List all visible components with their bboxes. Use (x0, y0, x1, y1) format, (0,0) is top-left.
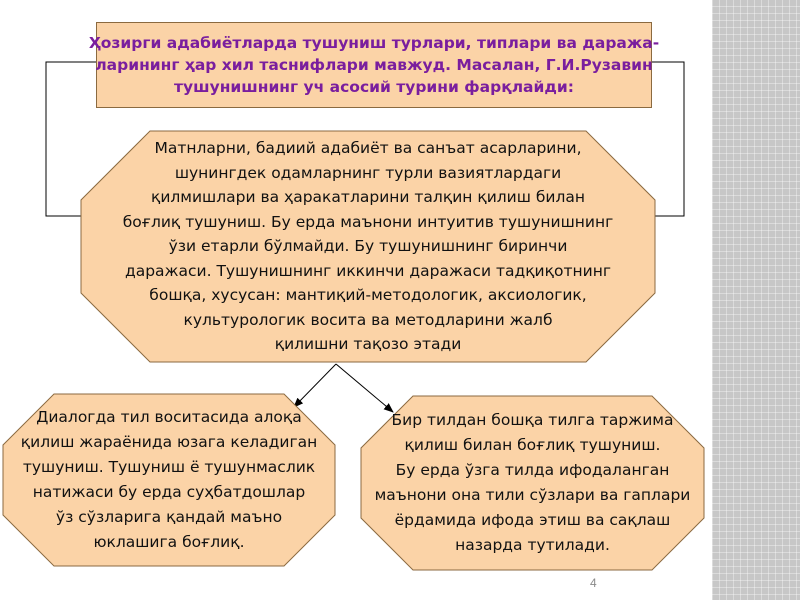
slide-page-number: 4 (590, 576, 597, 590)
main-box-line: қилмишлари ва ҳаракатларини талқин қилиш билан (150, 188, 586, 207)
main-box-line: даражаси. Тушунишнинг иккинчи даражаси тадқиқотнинг (124, 261, 611, 280)
understanding-type-translation-box (360, 395, 705, 571)
main-box-text (123, 136, 614, 357)
intro-title-text (89, 32, 659, 98)
left-box-line: қилиш жараёнида юзага келадиган (20, 433, 318, 451)
main-box-line: культурологик восита ва методларини жалб (183, 310, 553, 329)
main-box-line: бошқа, хусусан: мантиқий-методологик, аксиологик, (149, 286, 587, 305)
right-box-line: қилиш билан боғлиқ тушуниш. (404, 436, 661, 454)
title-line: Ҳозирги адабиётларда тушуниш турлари, типлари ва даража- (88, 34, 660, 52)
left-box-line: ўз сўзларига қандай маъно (55, 508, 283, 526)
right-box-line: ёрдамида ифода этиш ва сақлаш (394, 511, 671, 529)
right-box-line: маънони она тили сўзлари ва гаплари (374, 486, 691, 504)
left-box-line: Диалогда тил воситасида алоқа (36, 408, 302, 426)
left-box-line: юклашига боғлиқ. (93, 533, 245, 551)
left-box-line: тушуниш. Тушуниш ё тушунмаслик (22, 458, 316, 476)
main-box-line: боғлиқ тушуниш. Бу ерда маънони интуитив тушунишнинг (122, 212, 614, 231)
right-box-line: Бир тилдан бошқа тилга таржима (391, 411, 674, 429)
main-box-line: Матнларни, бадиий адабиёт ва санъат асарларини, (154, 139, 582, 158)
main-box-line: ўзи етарли бўлмайди. Бу тушунишнинг биринчи (168, 237, 568, 256)
intro-title-box (88, 22, 660, 108)
left-box-line: натижаси бу ерда суҳбатдошлар (32, 483, 306, 501)
main-box-line: шунингдек одамларнинг турли вазиятлардаги (174, 163, 562, 182)
understanding-type-interpretation-box (80, 130, 656, 363)
right-box-line: назарда тутилади. (455, 536, 610, 554)
title-line: тушунишнинг уч асосий турини фарқлайди: (174, 78, 574, 96)
right-box-line: Бу ерда ўзга тилда ифодаланган (395, 461, 670, 479)
right-box-text (375, 408, 691, 558)
understanding-type-dialogue-box (2, 393, 336, 567)
title-line: ларининг ҳар хил таснифлари мавжуд. Масалан, Г.И.Рузавин (95, 56, 653, 74)
main-box-line: қилишни тақозо этади (274, 335, 462, 354)
left-box-text (21, 405, 317, 555)
